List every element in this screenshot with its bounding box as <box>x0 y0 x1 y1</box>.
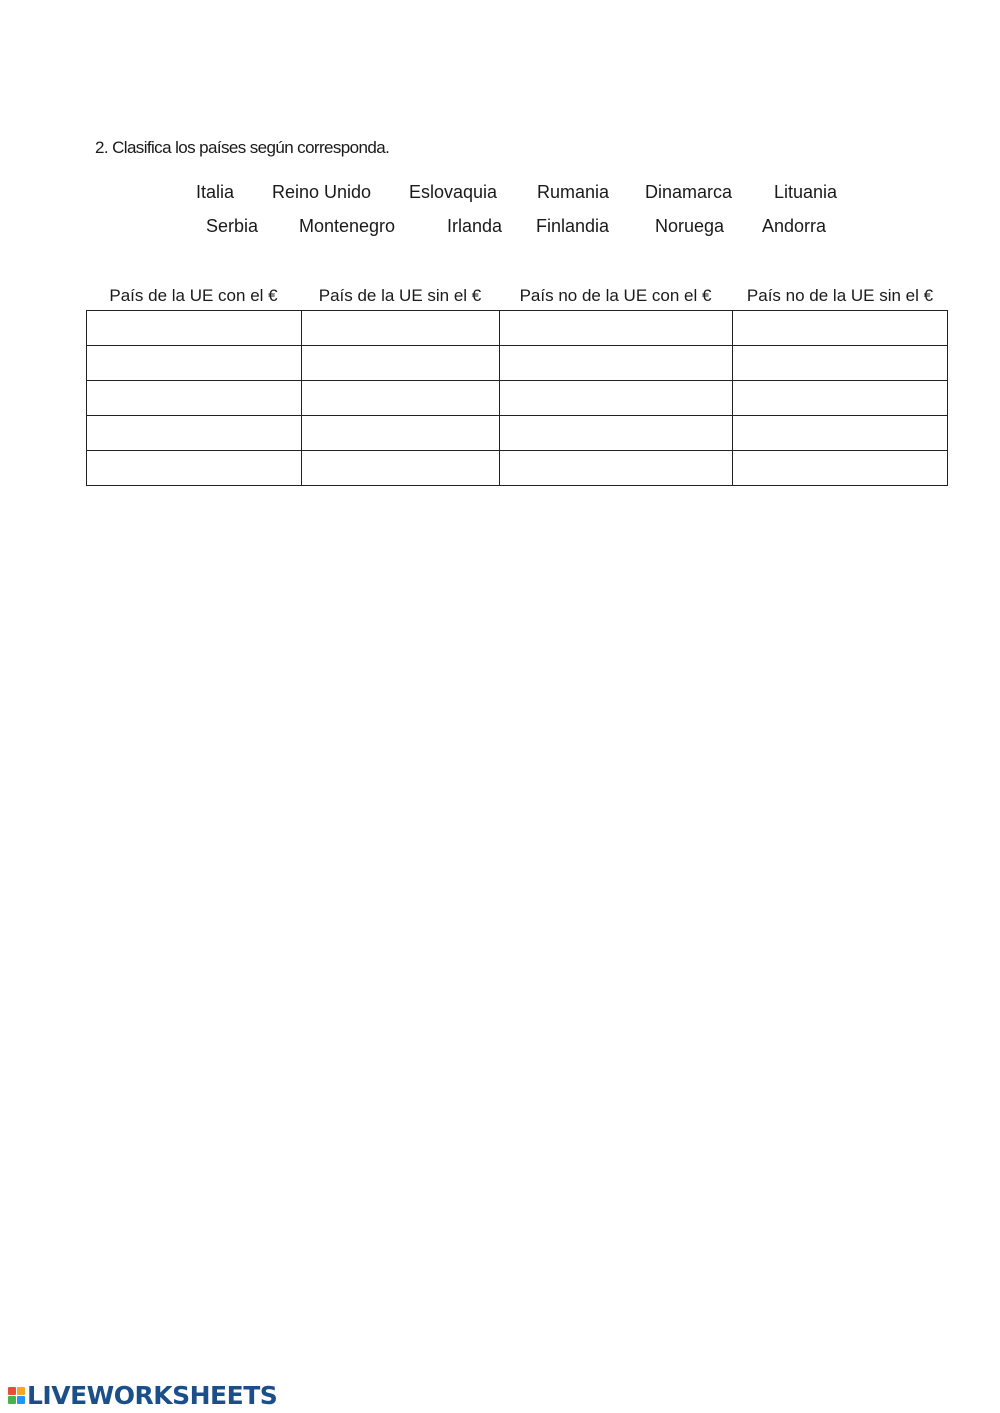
word-eslovaquia[interactable]: Eslovaquia <box>409 182 498 202</box>
word-irlanda[interactable]: Irlanda <box>447 216 503 236</box>
block-orange <box>17 1387 25 1395</box>
drop-cell-no-ue-sin-euro[interactable] <box>733 346 948 381</box>
drop-cell-no-ue-sin-euro[interactable] <box>733 451 948 486</box>
instruction-text: 2. Clasifica los países según corresponda. <box>95 138 390 157</box>
drop-cell-no-ue-con-euro[interactable] <box>500 311 733 346</box>
word-serbia[interactable]: Serbia <box>206 216 259 236</box>
word-finlandia[interactable]: Finlandia <box>536 216 610 236</box>
header-ue-sin-euro: País de la UE sin el € <box>318 286 482 305</box>
table-row <box>87 311 948 346</box>
table-row <box>87 416 948 451</box>
word-montenegro[interactable]: Montenegro <box>299 216 396 236</box>
brand-name: LIVEWORKSHEETS <box>27 1381 278 1410</box>
block-blue <box>17 1396 25 1404</box>
drop-cell-no-ue-sin-euro[interactable] <box>733 311 948 346</box>
drop-cell-no-ue-sin-euro[interactable] <box>733 381 948 416</box>
block-green <box>8 1396 16 1404</box>
drop-cell-no-ue-con-euro[interactable] <box>500 381 733 416</box>
drop-cell-no-ue-con-euro[interactable] <box>500 451 733 486</box>
table-row <box>87 346 948 381</box>
word-italia[interactable]: Italia <box>196 182 235 202</box>
classification-table <box>86 310 948 486</box>
table-row <box>87 451 948 486</box>
drop-cell-ue-con-euro[interactable] <box>87 311 302 346</box>
block-red <box>8 1387 16 1395</box>
drop-cell-ue-con-euro[interactable] <box>87 381 302 416</box>
drop-cell-ue-sin-euro[interactable] <box>302 346 500 381</box>
header-no-ue-sin-euro: País no de la UE sin el € <box>746 286 934 305</box>
drop-cell-ue-sin-euro[interactable] <box>302 416 500 451</box>
word-reino-unido[interactable]: Reino Unido <box>272 182 372 202</box>
word-noruega[interactable]: Noruega <box>655 216 725 236</box>
drop-cell-no-ue-con-euro[interactable] <box>500 416 733 451</box>
drop-cell-no-ue-sin-euro[interactable] <box>733 416 948 451</box>
word-rumania[interactable]: Rumania <box>537 182 610 202</box>
drop-cell-ue-con-euro[interactable] <box>87 416 302 451</box>
header-no-ue-con-euro: País no de la UE con el € <box>519 286 712 305</box>
drop-cell-no-ue-con-euro[interactable] <box>500 346 733 381</box>
liveworksheets-logo <box>8 1381 277 1410</box>
word-lituania[interactable]: Lituania <box>774 182 838 202</box>
header-ue-con-euro: País de la UE con el € <box>109 286 278 305</box>
drop-cell-ue-sin-euro[interactable] <box>302 451 500 486</box>
blocks-icon <box>8 1387 25 1404</box>
word-dinamarca[interactable]: Dinamarca <box>645 182 733 202</box>
drop-cell-ue-sin-euro[interactable] <box>302 311 500 346</box>
table-row <box>87 381 948 416</box>
drop-cell-ue-sin-euro[interactable] <box>302 381 500 416</box>
word-andorra[interactable]: Andorra <box>762 216 827 236</box>
drop-cell-ue-con-euro[interactable] <box>87 451 302 486</box>
drop-cell-ue-con-euro[interactable] <box>87 346 302 381</box>
